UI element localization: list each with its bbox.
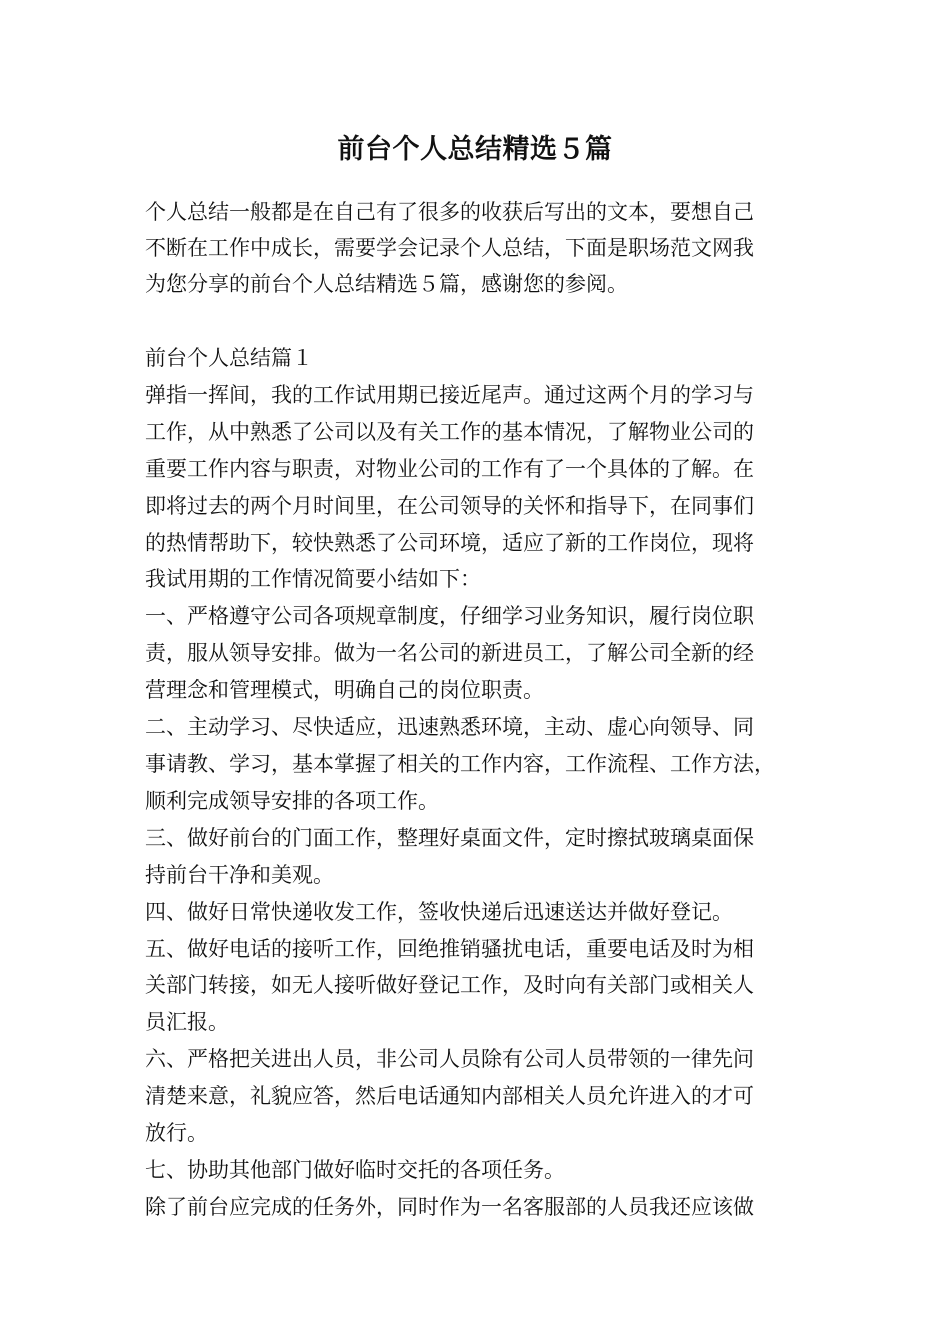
body-line: 一、严格遵守公司各项规章制度，仔细学习业务知识，履行岗位职 (145, 604, 754, 629)
body-line: 五、做好电话的接听工作，回绝推销骚扰电话，重要电话及时为相 (145, 936, 754, 961)
body-line: 事请教、学习，基本掌握了相关的工作内容，工作流程、工作方法， (145, 751, 775, 776)
body-line: 六、严格把关进出人员，非公司人员除有公司人员带领的一律先问 (145, 1047, 754, 1072)
body-line: 除了前台应完成的任务外，同时作为一名客服部的人员我还应该做 (145, 1194, 754, 1219)
body-line: 营理念和管理模式，明确自己的岗位职责。 (145, 678, 544, 703)
section-heading: 前台个人总结篇１ (145, 346, 313, 370)
body-text (145, 340, 835, 1226)
body-line: 关部门转接，如无人接听做好登记工作，及时向有关部门或相关人 (145, 973, 754, 998)
body-line: 重要工作内容与职责，对物业公司的工作有了一个具体的了解。在 (145, 456, 754, 481)
body-line: 清楚来意，礼貌应答，然后电话通知内部相关人员允许进入的才可 (145, 1084, 754, 1109)
body-line: 的热情帮助下，较快熟悉了公司环境，适应了新的工作岗位，现将 (145, 530, 754, 555)
intro-line: 为您分享的前台个人总结精选５篇，感谢您的参阅。 (145, 272, 628, 296)
body-line: 持前台干净和美观。 (145, 862, 334, 887)
document-title: 前台个人总结精选５篇 (337, 134, 613, 165)
body-line: 放行。 (145, 1121, 208, 1146)
intro-line: 不断在工作中成长，需要学会记录个人总结，下面是职场范文网我 (145, 236, 754, 260)
body-line: 我试用期的工作情况简要小结如下： (145, 567, 481, 592)
intro-line: 个人总结一般都是在自己有了很多的收获后写出的文本，要想自己 (145, 200, 754, 224)
body-line: 四、做好日常快递收发工作，签收快递后迅速送达并做好登记。 (145, 899, 733, 924)
body-line: 弹指一挥间，我的工作试用期已接近尾声。通过这两个月的学习与 (145, 382, 754, 407)
body-line: 二、主动学习、尽快适应，迅速熟悉环境，主动、虚心向领导、同 (145, 715, 754, 740)
intro-paragraph (145, 194, 815, 302)
body-line: 工作，从中熟悉了公司以及有关工作的基本情况，了解物业公司的 (145, 419, 754, 444)
body-line: 七、协助其他部门做好临时交托的各项任务。 (145, 1157, 565, 1182)
body-line: 责，服从领导安排。做为一名公司的新进员工，了解公司全新的经 (145, 641, 754, 666)
body-line: 员汇报。 (145, 1010, 229, 1035)
body-line: 即将过去的两个月时间里，在公司领导的关怀和指导下，在同事们 (145, 493, 754, 518)
body-line: 顺利完成领导安排的各项工作。 (145, 788, 439, 813)
body-line: 三、做好前台的门面工作，整理好桌面文件，定时擦拭玻璃桌面保 (145, 825, 754, 850)
